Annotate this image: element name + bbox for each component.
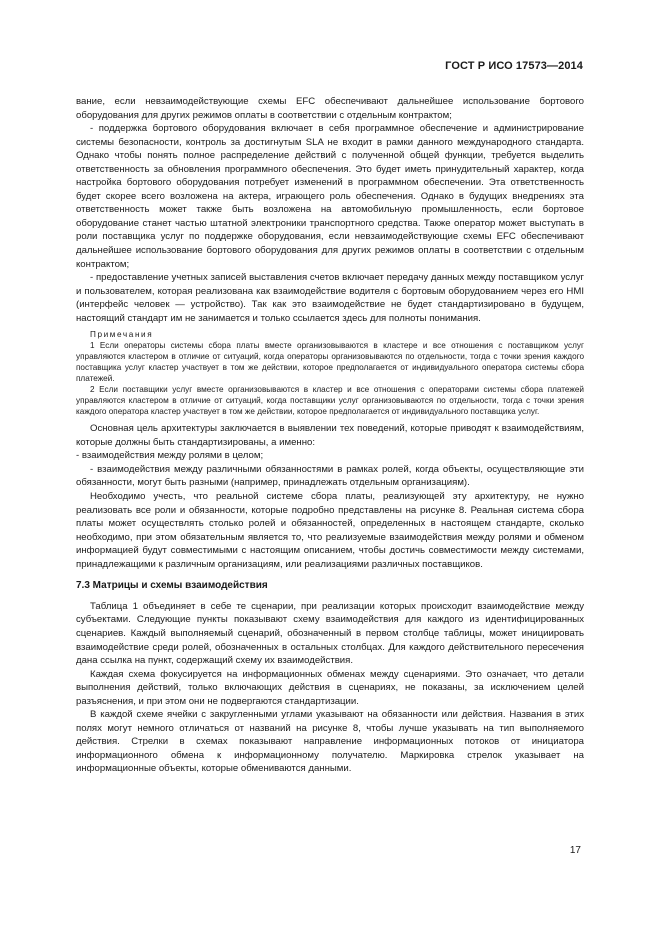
paragraph: Каждая схема фокусируется на информационных обменах между сценариями. Это означает, что детали выполнения действий, только включающих действия в сценариях, не показаны, за исключением целей разъяснения, и при этом они не подвергаются стандартизации. — [76, 668, 584, 707]
paragraph: Основная цель архитектуры заключается в выявлении тех поведений, которые приводят к взаимодействиям, которые должны быть стандартизированы, а именно: — [76, 423, 584, 448]
paragraph: Необходимо учесть, что реальной системе сбора платы, реализующей эту архитектуру, не нужно реализовать все роли и обязанности, которые подробно представлены на рисунке 8. Реальная система сбора платы может осуществлять столько ролей и обязанностей, определенных в настоящем стандарте, сколько необходимо, при этом обязательным является то, что реализуемые взаимодействия между ролями и обменом информацией будут совместимыми с настоящим описанием, чтобы достичь совместимости между системами, принадлежащими к различным организациям, или реализациями различных поставщиков. — [76, 491, 584, 570]
notes-block — [76, 329, 584, 417]
page-number: 17 — [569, 845, 581, 856]
paragraph: вание, если невзаимодействующие схемы EFC обеспечивают дальнейшее использование бортового оборудования для других режимов оплаты в соответствии с отдельным контрактом; — [76, 96, 584, 121]
paragraph: - поддержка бортового оборудования включает в себя программное обеспечение и администрирование системы безопасности, контроль за достигнутым SLA не входит в рамки данного международного стандарта. Однако чтобы понять полное распределение действий с полученной общей функции, требуется выделить ответственность за обновления программного обеспечения. Это будет иметь принудительный характер, когда настройка бортового оборудования потребует изменений в программном обеспечении. Эта ответственность будет скорее всего возложена на актера, играющего роль обеспечения. Однако в будущих внедрениях эта ответственность может также быть возложена на автомобильную промышленность, если бортовое оборудование станет частью штатной электроники транспортного средства. Также оператор может выступать в роли поставщика услуг по поддержке оборудования, если невзаимодействующие схемы EFC обеспечивают дальнейшее использование бортового оборудования для других режимов оплаты в соответствии с отдельным контрактом; — [76, 123, 584, 270]
note-item: 1 Если операторы системы сбора платы вместе организовываются в кластере и все отношения с поставщиком услуг управляются кластером в отличие от ситуаций, когда операторы организовываются по отдельности, тогда с точки зрения каждого поставщика услуг кластер участвует в том же действии, которое предполагается от индивидуального оператора системы сбора платежей. — [76, 341, 584, 384]
note-item: 2 Если поставщики услуг вместе организовываются в кластер и все отношения с операторами системы сбора платежей управляются кластером в отличие от ситуаций, когда поставщики услуг организовываются по отдельности, тогда с точки зрения каждого оператора кластер участвует в том же действии, которое предполагается от индивидуального поставщика услуг. — [76, 385, 584, 417]
list-item: - взаимодействия между ролями в целом; — [76, 450, 264, 462]
page-body — [76, 95, 584, 776]
notes-heading: Примечания — [90, 330, 154, 340]
paragraph: - предоставление учетных записей выставления счетов включает передачу данных между поставщиком услуг и пользователем, которая реализована как взаимодействие водителя с бортовым оборудованием через его HMI (интерфейс человек — устройство). Так как это взаимодействие не будет стандартизировано в будущем, настоящий стандарт им не занимается и только ссылается здесь для полноты понимания. — [76, 272, 584, 324]
section-title: 7.3 Матрицы и схемы взаимодействия — [76, 580, 268, 592]
document-header: ГОСТ Р ИСО 17573—2014 — [445, 60, 583, 72]
list-item: - взаимодействия между различными обязанностями в рамках ролей, когда объекты, осуществляющие эти обязанности, могут быть разными (например, принадлежать отдельным организациям). — [76, 463, 584, 489]
paragraph: Таблица 1 объединяет в себе те сценарии, при реализации которых происходит взаимодействие между субъектами. Следующие пункты показывают схему взаимодействия для каждого из идентифицированных сценариев. Каждый выполняемый сценарий, обозначенный в первом столбце таблицы, может инициировать взаимодействие среди ролей, обозначенных в остальных столбцах. Для каждого действительного пересечения дана ссылка на пункт, содержащий схему их взаимодействия. — [76, 600, 584, 667]
paragraph: В каждой схеме ячейки с закругленными углами указывают на обязанности или действия. Названия в этих полях могут немного отличаться от названий на рисунке 8, чтобы лучше указывать на тип выполняемого действия. Стрелки в схемах показывают направление информационных потоков от инициатора информационного обмена к информационному получателю. Маркировка стрелок указывает на информационные объекты, которые обмениваются данными. — [76, 709, 584, 775]
